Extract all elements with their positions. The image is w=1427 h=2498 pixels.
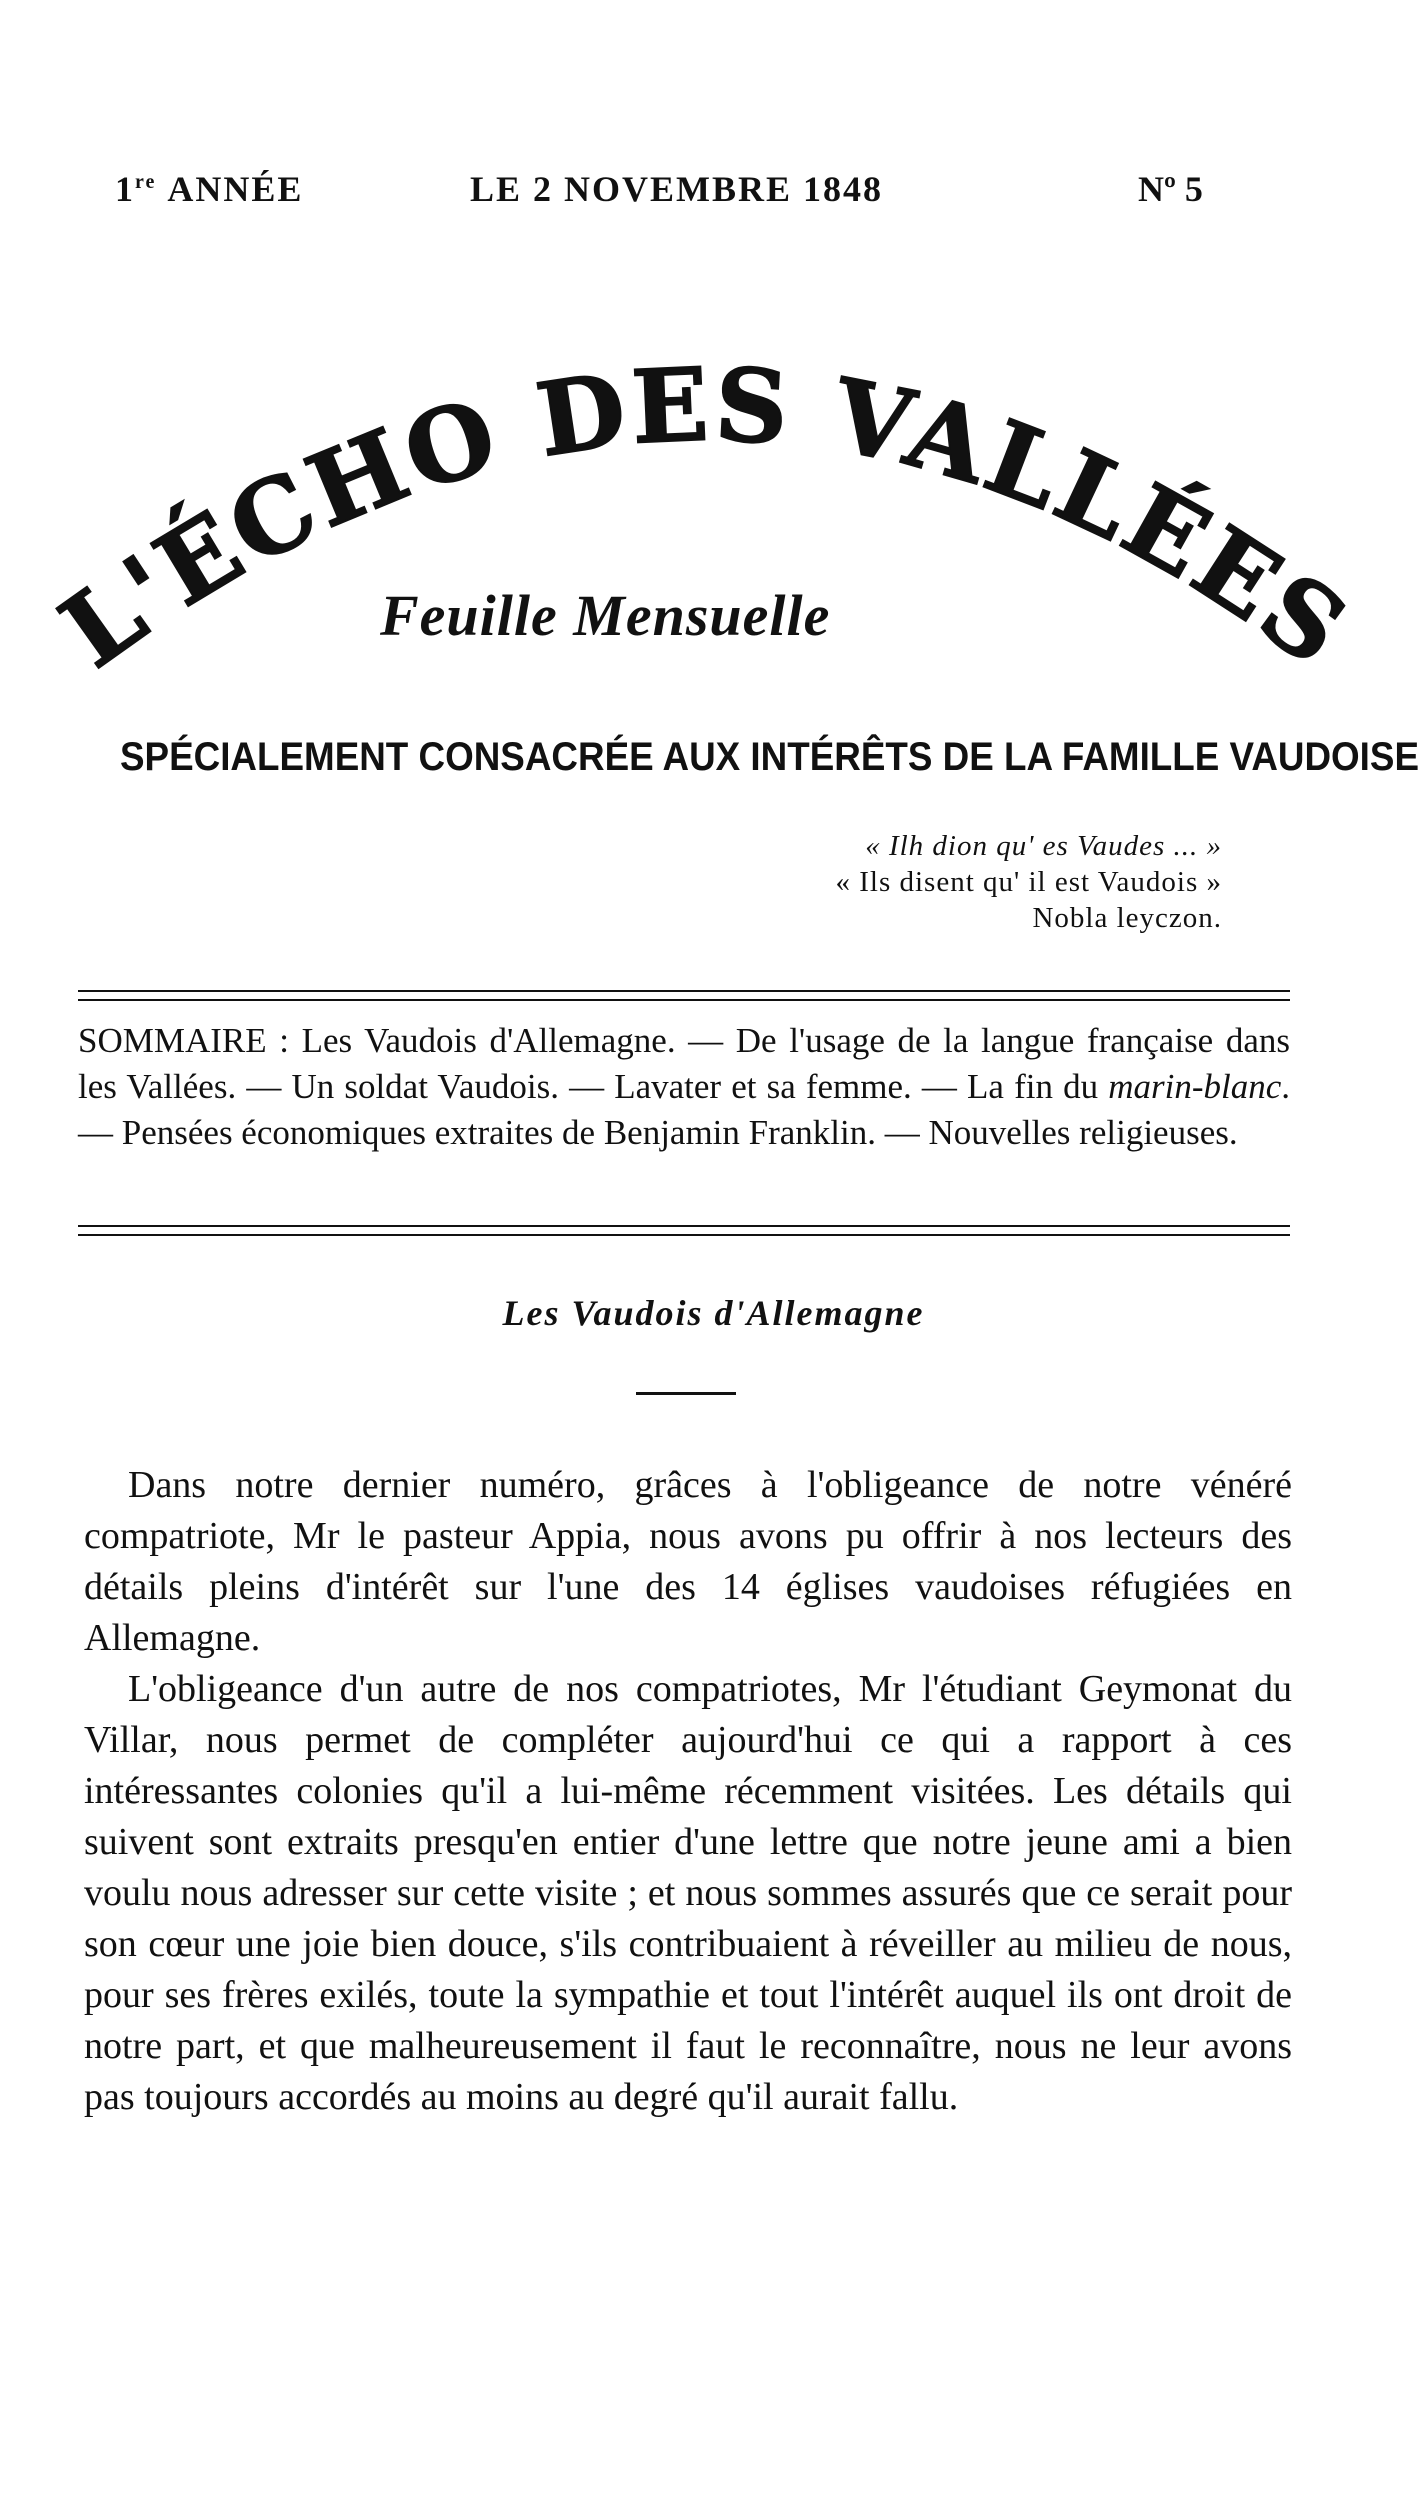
masthead-arc-title bbox=[0, 240, 1427, 760]
masthead-tagline: SPÉCIALEMENT CONSACRÉE AUX INTÉRÊTS DE LA FAMILLE VAUDOISE bbox=[120, 735, 1419, 779]
epigraph-line-2: « Ils disent qu' il est Vaudois » bbox=[835, 866, 1222, 898]
article-body bbox=[84, 1460, 1292, 2123]
epigraph-line-1: « Ilh dion qu' es Vaudes ... » bbox=[865, 830, 1222, 862]
masthead-subtitle: Feuille Mensuelle bbox=[380, 583, 831, 648]
sommaire-text-1: Les Vaudois d'Allemagne. — De l'usage de la langue française dans les Vallées. — Un soldat Vaudois. — Lavater et sa femme. — La fin du bbox=[78, 1021, 1290, 1106]
article-title: Les Vaudois d'Allemagne bbox=[502, 1293, 925, 1333]
title-separator bbox=[636, 1392, 736, 1395]
edition-suffix: re bbox=[135, 171, 157, 193]
masthead-title-path: L'ÉCHO DES VALLÉES bbox=[40, 345, 1371, 691]
sommaire-text-2: . — Pensées économiques extraites de Benjamin Franklin. — Nouvelles religieuses. bbox=[78, 1067, 1290, 1152]
edition-label bbox=[115, 168, 303, 210]
double-rule-top bbox=[78, 990, 1290, 1001]
sommaire bbox=[78, 1018, 1290, 1156]
masthead bbox=[0, 240, 1427, 760]
article-paragraph-2: L'obligeance d'un autre de nos compatriotes, Mr l'étudiant Geymonat du Villar, nous permet de compléter aujourd'hui ce qui a rapport à ces intéressantes colonies qu'il a lui-même récemment visitées. Les détails qui suivent sont extraits presqu'en entier d'une lettre que notre jeune ami a bien voulu nous adresser sur cette visite ; et nous sommes assurés que ce serait pour son cœur une joie bien douce, s'ils contribuaient à réveiller au milieu de nous, pour ses frères exilés, toute la sympathie et tout l'intérêt auquel ils ont droit de notre part, et que malheureusement il faut le reconnaître, nous ne leur avons pas toujours accordés au moins au degré qu'il aurait fallu. bbox=[84, 1668, 1292, 2118]
sommaire-label: SOMMAIRE : bbox=[78, 1021, 289, 1060]
edition-number: 1 bbox=[115, 169, 135, 209]
article-paragraph-1: Dans notre dernier numéro, grâces à l'obligeance de notre vénéré compatriote, Mr le pasteur Appia, nous avons pu offrir à nos lecteurs des détails pleins d'intérêt sur l'une des 14 églises vaudoises réfugiées en Allemagne. bbox=[84, 1464, 1292, 1659]
epigraph-source: Nobla leyczon. bbox=[1032, 902, 1222, 934]
edition-word: ANNÉE bbox=[167, 169, 304, 209]
epigraph bbox=[836, 828, 1223, 936]
double-rule-bottom bbox=[78, 1225, 1290, 1236]
issue-number: Nº 5 bbox=[1138, 169, 1203, 209]
sommaire-italic: marin-blanc bbox=[1108, 1067, 1282, 1106]
issue-date: LE 2 NOVEMBRE 1848 bbox=[470, 169, 884, 209]
